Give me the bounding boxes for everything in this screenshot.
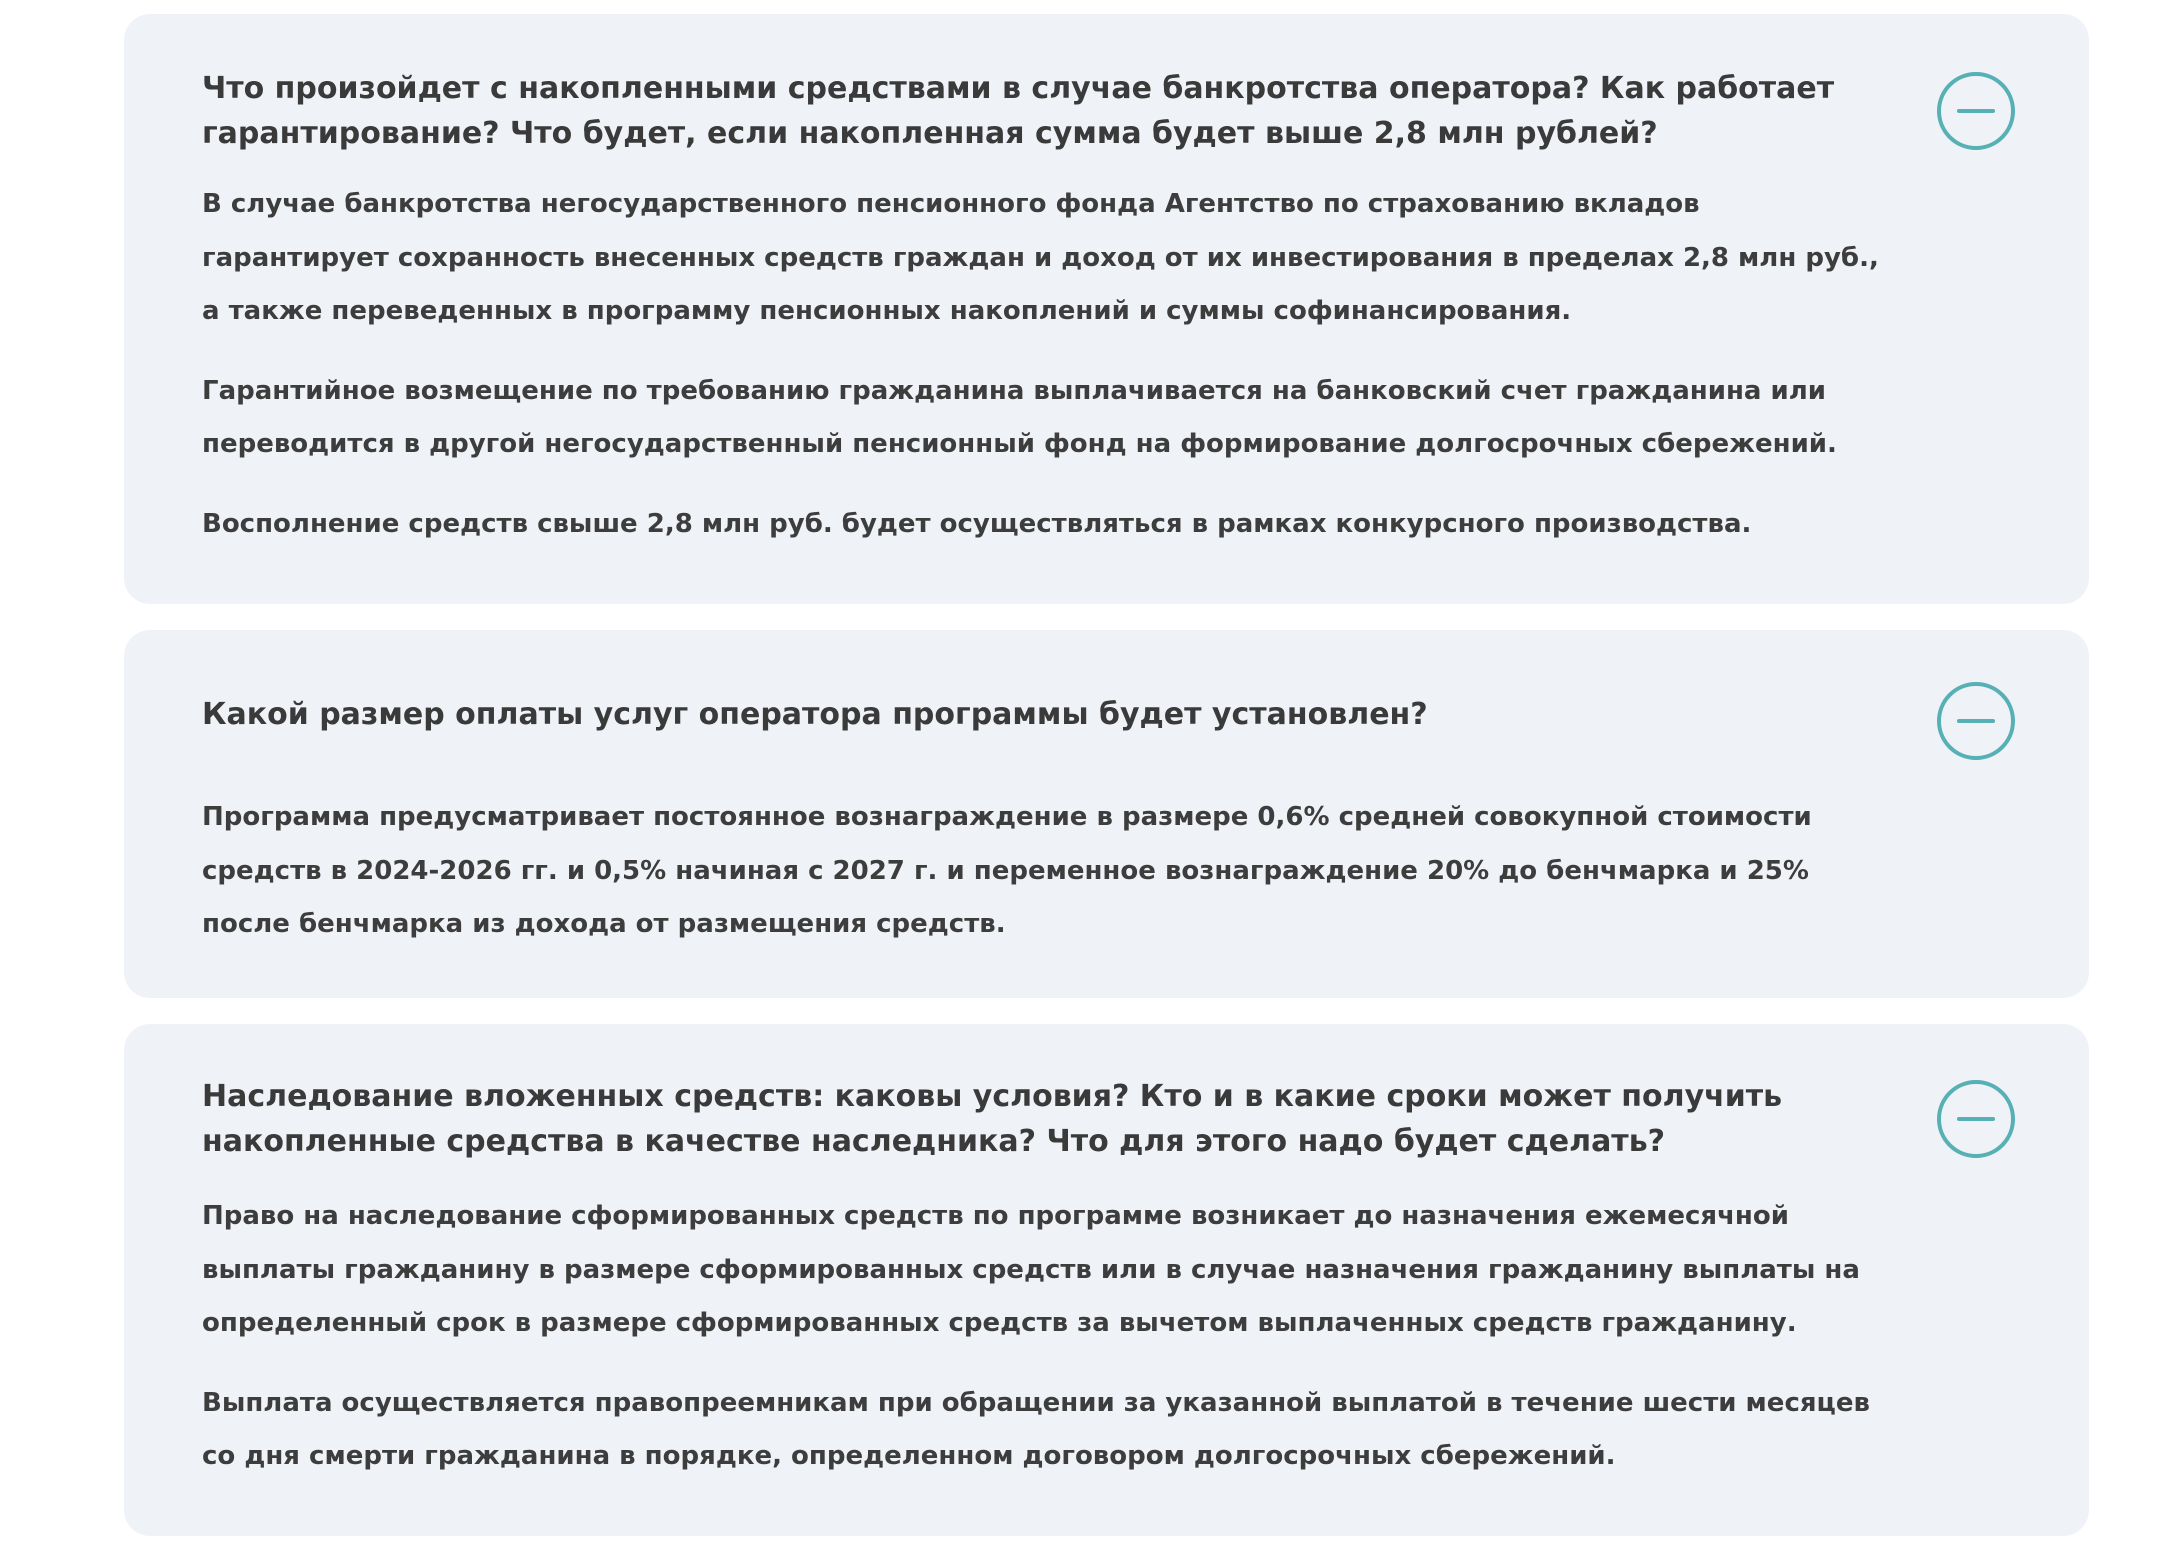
faq-item xyxy=(124,1024,2089,1536)
faq-answer-paragraph: Восполнение средств свыше 2,8 млн руб. будет осуществляться в рамках конкурсного производства. xyxy=(202,508,1752,539)
minus-icon xyxy=(1957,1117,1995,1121)
faq-answer xyxy=(202,178,1889,551)
minus-icon xyxy=(1957,109,1995,113)
faq-answer xyxy=(202,791,1889,952)
faq-question[interactable]: Наследование вложенных средств: каковы условия? Кто и в какие сроки может получить накопленные средства в качестве наследника? Что для этого надо будет сделать? xyxy=(202,1079,1783,1159)
faq-question[interactable]: Что произойдет с накопленными средствами в случае банкротства оператора? Как работает гарантирование? Что будет, если накопленная сумма будет выше 2,8 млн рублей? xyxy=(202,71,1835,151)
faq-list xyxy=(124,14,2089,1562)
faq-answer-paragraph: Выплата осуществляется правопреемникам при обращении за указанной выплатой в течение шести месяцев со дня смерти гражданина в порядке, определенном договором долгосрочных сбережений. xyxy=(202,1387,1870,1471)
faq-item xyxy=(124,630,2089,998)
faq-answer-paragraph: Программа предусматривает постоянное вознаграждение в размере 0,6% средней совокупной стоимости средств в 2024-2026 гг. и 0,5% начиная с 2027 г. и переменное вознаграждение 20% до бенчмарка и 25% после бенчмарка из дохода от размещения средств. xyxy=(202,802,1812,939)
collapse-toggle-button[interactable] xyxy=(1937,1080,2015,1158)
faq-question[interactable]: Какой размер оплаты услуг оператора программы будет установлен? xyxy=(202,697,1428,732)
faq-item xyxy=(124,14,2089,604)
faq-answer xyxy=(202,1190,1889,1484)
collapse-toggle-button[interactable] xyxy=(1937,682,2015,760)
faq-answer-paragraph: Гарантийное возмещение по требованию гражданина выплачивается на банковский счет гражданина или переводится в другой негосударственный пенсионный фонд на формирование долгосрочных сбережений. xyxy=(202,375,1837,459)
minus-icon xyxy=(1957,719,1995,723)
faq-answer-paragraph: Право на наследование сформированных средств по программе возникает до назначения ежемесячной выплаты гражданину в размере сформированных средств или в случае назначения гражданину выплаты на определенный срок в размере сформированных средств за вычетом выплаченных средств гражданину. xyxy=(202,1201,1860,1338)
faq-answer-paragraph: В случае банкротства негосударственного пенсионного фонда Агентство по страхованию вкладов гарантирует сохранность внесенных средств граждан и доход от их инвестирования в пределах 2,8 млн руб., а также переведенных в программу пенсионных накоплений и суммы софинансирования. xyxy=(202,189,1879,326)
collapse-toggle-button[interactable] xyxy=(1937,72,2015,150)
